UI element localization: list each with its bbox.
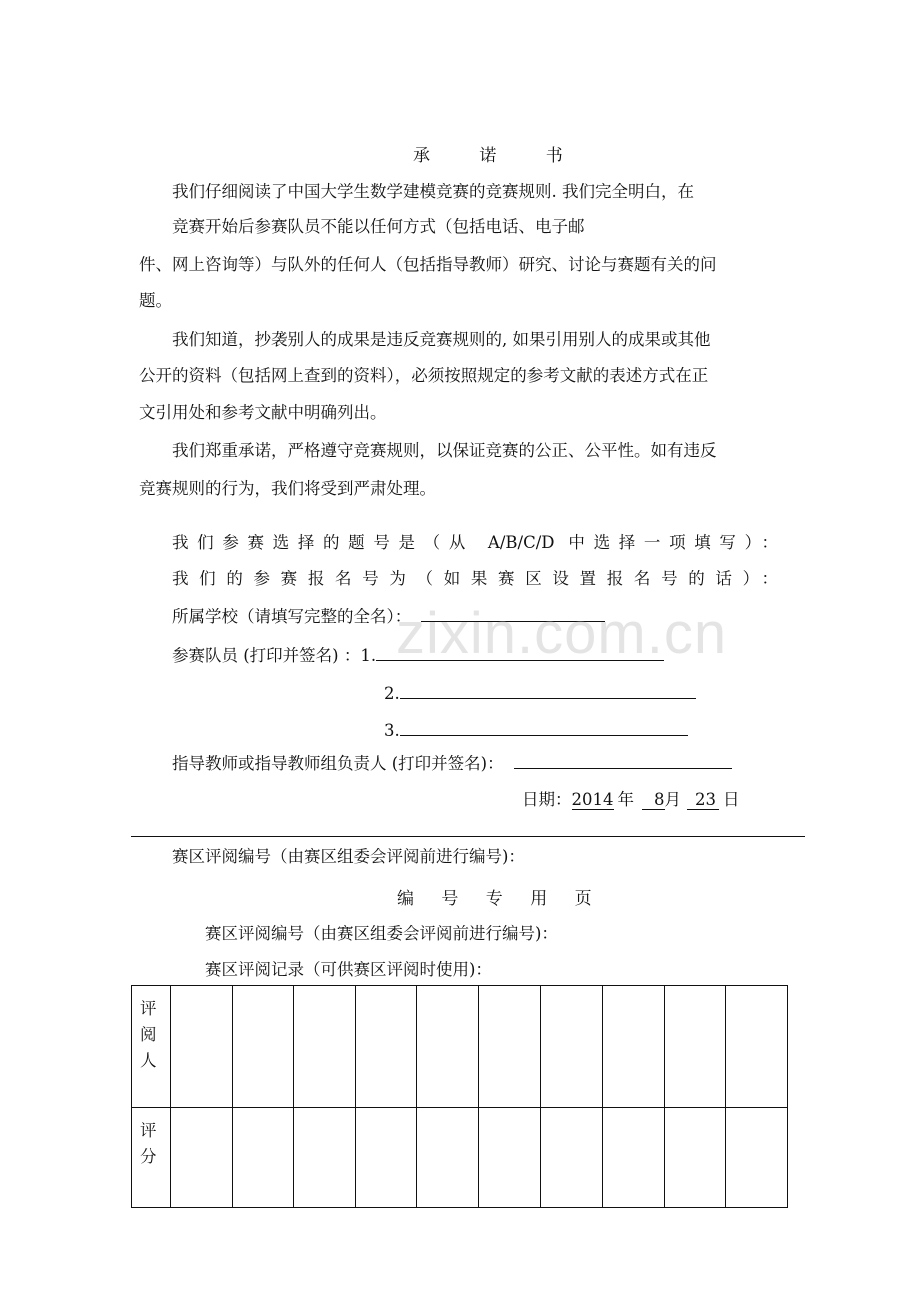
numbering-page-title: 编 号 专 用 页 — [397, 889, 603, 909]
month-unit: 月 — [664, 790, 681, 809]
score-cell[interactable] — [294, 1108, 356, 1208]
score-cell[interactable] — [356, 1108, 417, 1208]
date-year[interactable]: 2014 — [571, 790, 614, 809]
advisor-field[interactable] — [514, 750, 732, 769]
date-day[interactable]: 23 — [687, 790, 719, 810]
reviewer-cell[interactable] — [541, 986, 603, 1108]
document-title: 承 诺 书 — [413, 146, 585, 166]
para1-line1: 我们仔细阅读了中国大学生数学建模竞赛的竞赛规则. 我们完全明白，在 — [172, 182, 694, 201]
review-number-line-2: 赛区评阅编号（由赛区组委会评阅前进行编号)： — [205, 924, 558, 943]
reviewer-cell[interactable] — [233, 986, 294, 1108]
reviewer-header: 评阅人 — [140, 999, 157, 1070]
score-header-cell — [132, 1108, 171, 1208]
site-watermark: zixin.com.cn — [396, 601, 728, 666]
para1-line3: 件、网上咨询等）与队外的任何人（包括指导教师）研究、讨论与赛题有关的问 — [139, 255, 717, 274]
date-label: 日期： — [522, 790, 572, 809]
table-row — [132, 986, 788, 1108]
member3-label: 3. — [384, 721, 400, 740]
reviewer-cell[interactable] — [665, 986, 726, 1108]
reviewer-cell[interactable] — [356, 986, 417, 1108]
table-row — [132, 1108, 788, 1208]
score-cell[interactable] — [726, 1108, 788, 1208]
para3-line2: 竞赛规则的行为，我们将受到严肃处理。 — [139, 479, 436, 498]
score-cell[interactable] — [479, 1108, 541, 1208]
reviewer-cell[interactable] — [171, 986, 233, 1108]
date-month[interactable]: 8 — [642, 790, 665, 810]
score-cell[interactable] — [665, 1108, 726, 1208]
para2-line3: 文引用处和参考文献中明确列出。 — [139, 403, 387, 422]
reviewer-header-cell — [132, 986, 171, 1108]
member2-label: 2. — [384, 684, 400, 703]
score-header: 评分 — [140, 1121, 157, 1166]
date-row — [522, 788, 740, 812]
advisor-label: 指导教师或指导教师组负责人 (打印并签名)： — [172, 754, 504, 773]
member3-field[interactable] — [400, 717, 688, 736]
score-cell[interactable] — [603, 1108, 665, 1208]
score-cell[interactable] — [233, 1108, 294, 1208]
para1-line4: 题。 — [139, 291, 172, 310]
divider-line — [131, 836, 805, 837]
score-cell[interactable] — [541, 1108, 603, 1208]
registration-line: 我们的参赛报名号为（如果赛区设置报名号的话）： — [172, 569, 778, 588]
member2-field[interactable] — [400, 680, 696, 699]
advisor-row — [172, 750, 732, 776]
reviewer-cell[interactable] — [603, 986, 665, 1108]
reviewer-cell[interactable] — [726, 986, 788, 1108]
para3-line1: 我们郑重承诺，严格遵守竞赛规则，以保证竞赛的公正、公平性。如有违反 — [172, 441, 717, 460]
problem-choice-line: 我们参赛选择的题号是（从 A/B/C/D 中选择一项填写）： — [172, 533, 778, 552]
score-cell[interactable] — [417, 1108, 479, 1208]
review-number-line-1: 赛区评阅编号（由赛区组委会评阅前进行编号)： — [172, 847, 525, 866]
score-cell[interactable] — [171, 1108, 233, 1208]
review-table — [131, 985, 788, 1208]
para2-line2: 公开的资料（包括网上查到的资料），必须按照规定的参考文献的表述方式在正 — [139, 366, 709, 385]
member3-row — [384, 717, 688, 743]
members-label: 参赛队员 (打印并签名) ：1. — [172, 646, 377, 665]
reviewer-cell[interactable] — [417, 986, 479, 1108]
reviewer-cell[interactable] — [479, 986, 541, 1108]
school-label: 所属学校（请填写完整的全名）： — [172, 607, 412, 626]
review-record-line: 赛区评阅记录（可供赛区评阅时使用)： — [205, 960, 492, 979]
reviewer-cell[interactable] — [294, 986, 356, 1108]
para1-line2: 竞赛开始后参赛队员不能以任何方式（包括电话、电子邮 — [172, 217, 585, 236]
day-unit: 日 — [723, 790, 740, 809]
year-unit: 年 — [617, 790, 634, 809]
para2-line1: 我们知道，抄袭别人的成果是违反竞赛规则的, 如果引用别人的成果或其他 — [172, 330, 711, 349]
member2-row — [384, 680, 696, 706]
